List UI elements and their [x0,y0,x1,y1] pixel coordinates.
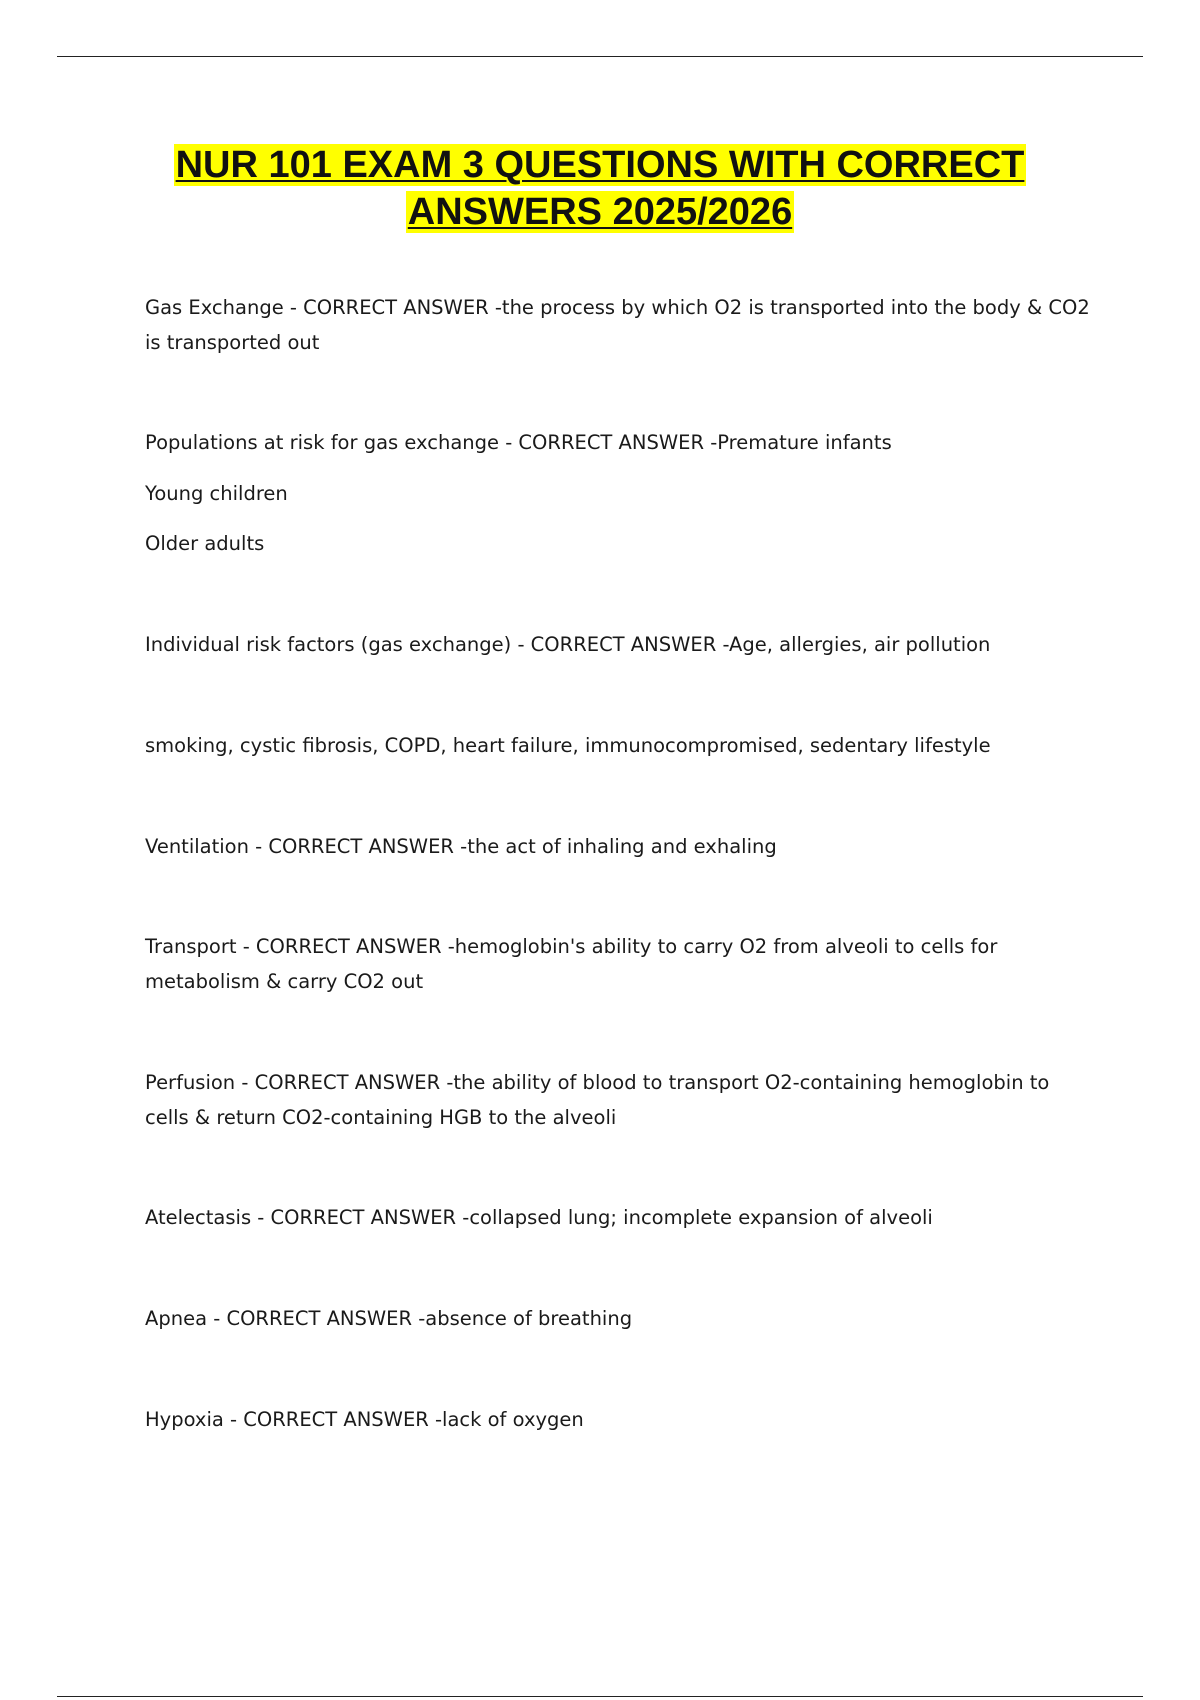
entry-atelectasis: Atelectasis - CORRECT ANSWER -collapsed lung; incomplete expansion of alveoli [145,1206,933,1229]
entry-individual-risk-factors: Individual risk factors (gas exchange) - CORRECT ANSWER -Age, allergies, air pollution [145,633,991,656]
entry-gas-exchange: Gas Exchange - CORRECT ANSWER -the process by which O2 is transported into the body & CO2 is transported out [145,296,1090,354]
entry-young-children: Young children [145,482,288,505]
document-title-line-2: ANSWERS 2025/2026 [407,191,793,233]
entry-populations-at-risk: Populations at risk for gas exchange - CORRECT ANSWER -Premature infants [145,431,892,454]
entry-apnea: Apnea - CORRECT ANSWER -absence of breathing [145,1307,633,1330]
document-title-line-1: NUR 101 EXAM 3 QUESTIONS WITH CORRECT [175,144,1025,186]
footer-rule [57,1696,1143,1697]
document-title [57,142,1143,236]
header-rule [57,56,1143,57]
entry-older-adults: Older adults [145,532,265,555]
entry-transport: Transport - CORRECT ANSWER -hemoglobin's ability to carry O2 from alveoli to cells for metabolism & carry CO2 out [145,935,998,993]
entry-risk-factors-list: smoking, cystic fibrosis, COPD, heart failure, immunocompromised, sedentary lifestyle [145,734,991,757]
entry-perfusion: Perfusion - CORRECT ANSWER -the ability of blood to transport O2-containing hemoglobin to cells & return CO2-containing HGB to the alveoli [145,1071,1050,1129]
entry-hypoxia: Hypoxia - CORRECT ANSWER -lack of oxygen [145,1408,584,1431]
entry-ventilation: Ventilation - CORRECT ANSWER -the act of inhaling and exhaling [145,835,777,858]
